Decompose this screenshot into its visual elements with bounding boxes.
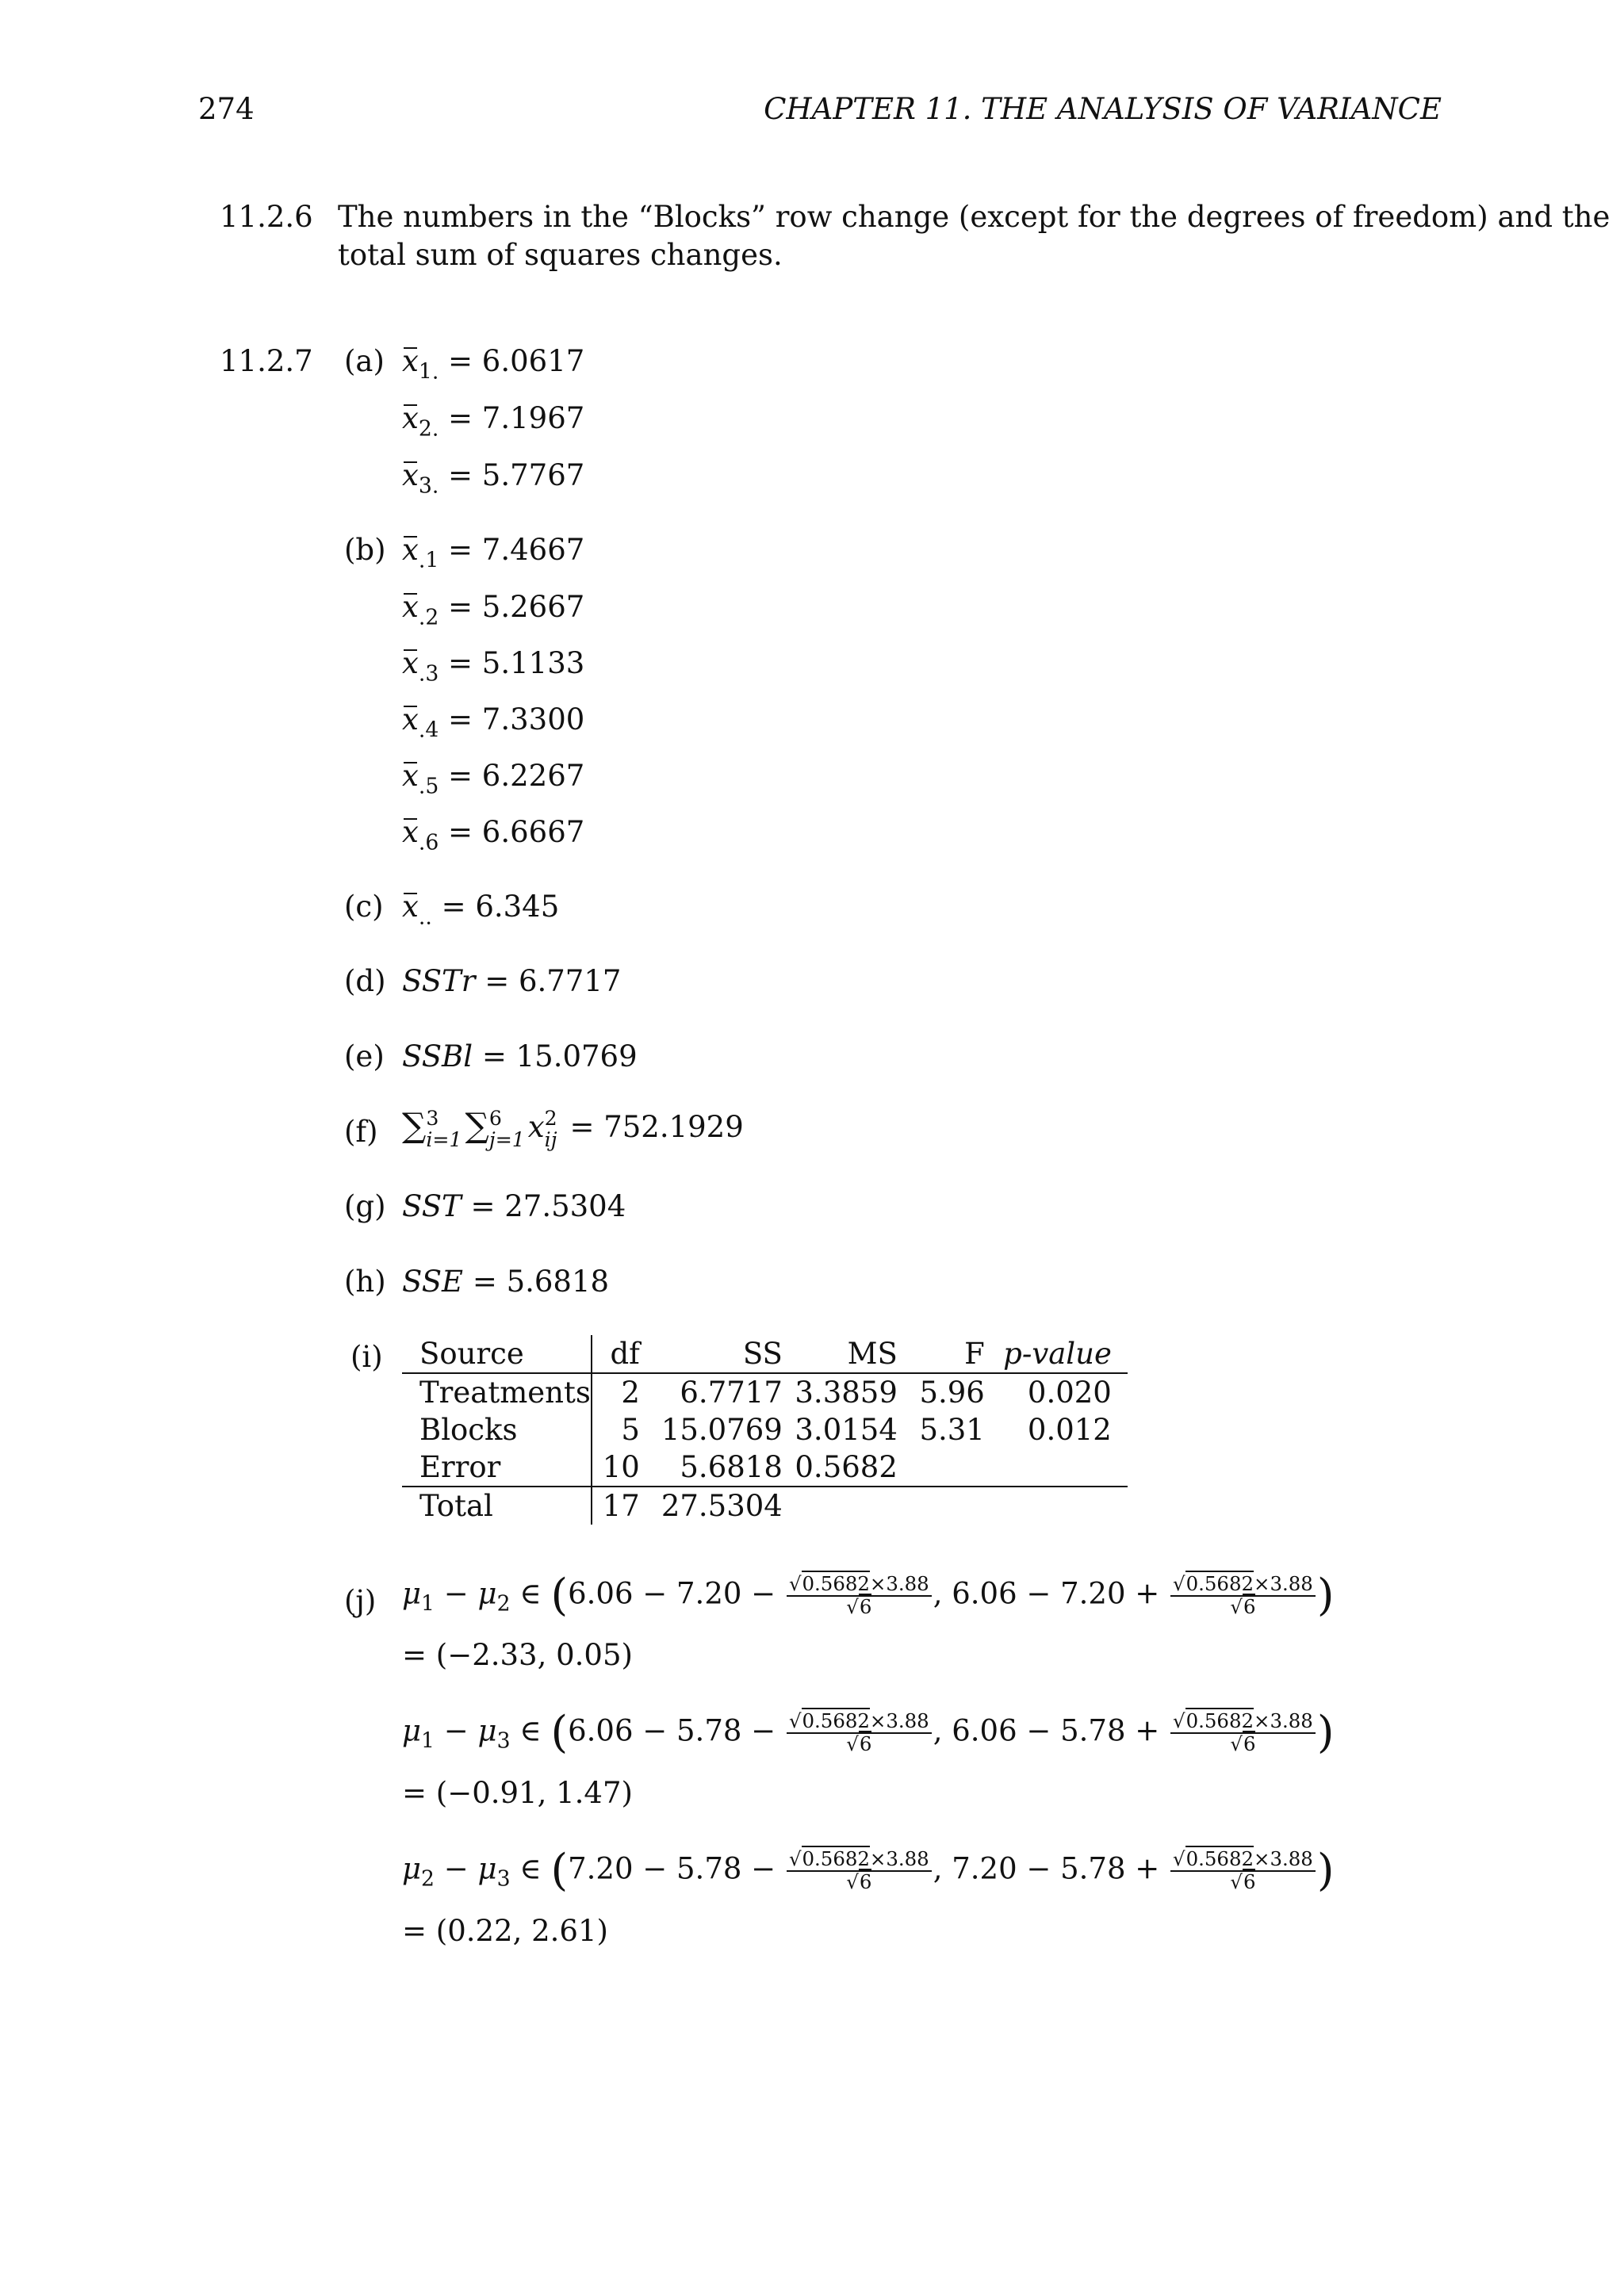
cell-ss: 15.0769: [661, 1413, 783, 1447]
equation: $x_{.6} = 6.6667$: [402, 815, 585, 855]
cell-ss: 27.5304: [648, 1487, 783, 1525]
anova-table: [402, 1335, 1128, 1525]
cell-df: 10: [602, 1450, 640, 1484]
header-source: Source: [402, 1335, 592, 1373]
equation: $x_{.5} = 6.2267$: [402, 759, 585, 799]
exercise-text-line: The numbers in the “Blocks” row change (except for the degrees of freedom) and the: [338, 200, 1611, 234]
part-label: (j): [344, 1584, 377, 1618]
cell-ms: 3.3859: [795, 1376, 898, 1410]
running-title: CHAPTER 11. THE ANALYSIS OF VARIANCE: [764, 92, 1442, 126]
cell-p-value: 0.020: [1027, 1376, 1112, 1410]
header-df: df: [592, 1335, 648, 1373]
equation: $x_{.2} = 5.2667$: [402, 590, 585, 630]
cell-ss: 5.6818: [680, 1450, 783, 1484]
part-label: (c): [344, 890, 384, 924]
cell-f: 5.96: [919, 1376, 985, 1410]
header-p-value: p-value: [985, 1335, 1128, 1373]
cell-source: Treatments: [402, 1373, 592, 1411]
part-label: (h): [344, 1265, 386, 1299]
equation: $x_{3.} = 5.7767$: [402, 458, 585, 499]
equation: SST = 27.5304: [402, 1189, 626, 1223]
equation: $x_{2.} = 7.1967$: [402, 401, 585, 442]
cell-source: Error: [402, 1448, 592, 1487]
table-row: [402, 1448, 1128, 1487]
table-row: [402, 1411, 1128, 1448]
equation: ∑ 3 i=1 ∑ 6 j=1 x 2 ij = 752.1929: [402, 1107, 744, 1151]
page-number: 274: [198, 92, 255, 126]
equation: SSTr = 6.7717: [402, 964, 622, 998]
exercise-text-line: total sum of squares changes.: [338, 238, 783, 272]
cell-f: [898, 1448, 985, 1487]
equation: $x_{.3} = 5.1133$: [402, 646, 585, 687]
cell-f: [898, 1487, 985, 1525]
exercise-number: 11.2.6: [220, 200, 313, 234]
exercise-number: 11.2.7: [220, 344, 313, 378]
anova-table-wrapper: [402, 1335, 1128, 1525]
header-ss: SS: [648, 1335, 783, 1373]
confidence-interval: $\mu_2 - \mu_3$ ∈ (7.20 − 5.78 − $\frac{√0.5682\times 3.88}{√6}$ , 7.20 − 5.78 + $\frac{√0.5682\times 3.88}{√6}$ ): [402, 1844, 1335, 1896]
part-label: (b): [344, 533, 386, 567]
cell-p-value: 0.012: [1027, 1413, 1112, 1447]
confidence-interval: $\mu_1 - \mu_3$ ∈ (6.06 − 5.78 − $\frac{√0.5682\times 3.88}{√6}$ , 6.06 − 5.78 + $\frac{√0.5682\times 3.88}{√6}$ ): [402, 1706, 1335, 1758]
part-label: (g): [344, 1189, 386, 1223]
part-label: (f): [344, 1115, 378, 1149]
cell-p-value: [985, 1487, 1128, 1525]
cell-p-value: [985, 1448, 1128, 1487]
interval-result: = (0.22, 2.61): [402, 1914, 608, 1948]
cell-df: 5: [621, 1413, 640, 1447]
part-label: (e): [344, 1039, 385, 1073]
confidence-interval: $\mu_1 - \mu_2$ ∈ (6.06 − 7.20 − $\frac{√0.5682\times 3.88}{√6}$ , 6.06 − 7.20 + $\frac{√0.5682\times 3.88}{√6}$ ): [402, 1569, 1335, 1621]
header-f: F: [898, 1335, 985, 1373]
table-total-row: [402, 1487, 1128, 1525]
equation: $x_{.1} = 7.4667$: [402, 533, 585, 573]
cell-df: 2: [621, 1376, 640, 1410]
interval-result: = (−0.91, 1.47): [402, 1776, 633, 1810]
part-label: (a): [344, 344, 385, 378]
equation: $x_{1.} = 6.0617$: [402, 344, 585, 385]
cell-source: Blocks: [402, 1411, 592, 1448]
interval-result: = (−2.33, 0.05): [402, 1638, 633, 1672]
cell-ms: 3.0154: [795, 1413, 898, 1447]
table-header-row: [402, 1335, 1128, 1373]
equation: $x_{..} = 6.345$: [402, 890, 560, 930]
table-row: [402, 1373, 1128, 1411]
equation: SSBl = 15.0769: [402, 1039, 638, 1073]
header-ms: MS: [783, 1335, 898, 1373]
cell-df: 17: [592, 1487, 648, 1525]
part-label: (d): [344, 964, 386, 998]
part-label: (i): [350, 1340, 383, 1374]
cell-f: 5.31: [919, 1413, 985, 1447]
cell-source: Total: [402, 1487, 592, 1525]
equation: SSE = 5.6818: [402, 1265, 610, 1299]
cell-ss: 6.7717: [680, 1376, 783, 1410]
cell-ms: 0.5682: [795, 1450, 898, 1484]
equation: $x_{.4} = 7.3300$: [402, 702, 585, 743]
cell-ms: [783, 1487, 898, 1525]
